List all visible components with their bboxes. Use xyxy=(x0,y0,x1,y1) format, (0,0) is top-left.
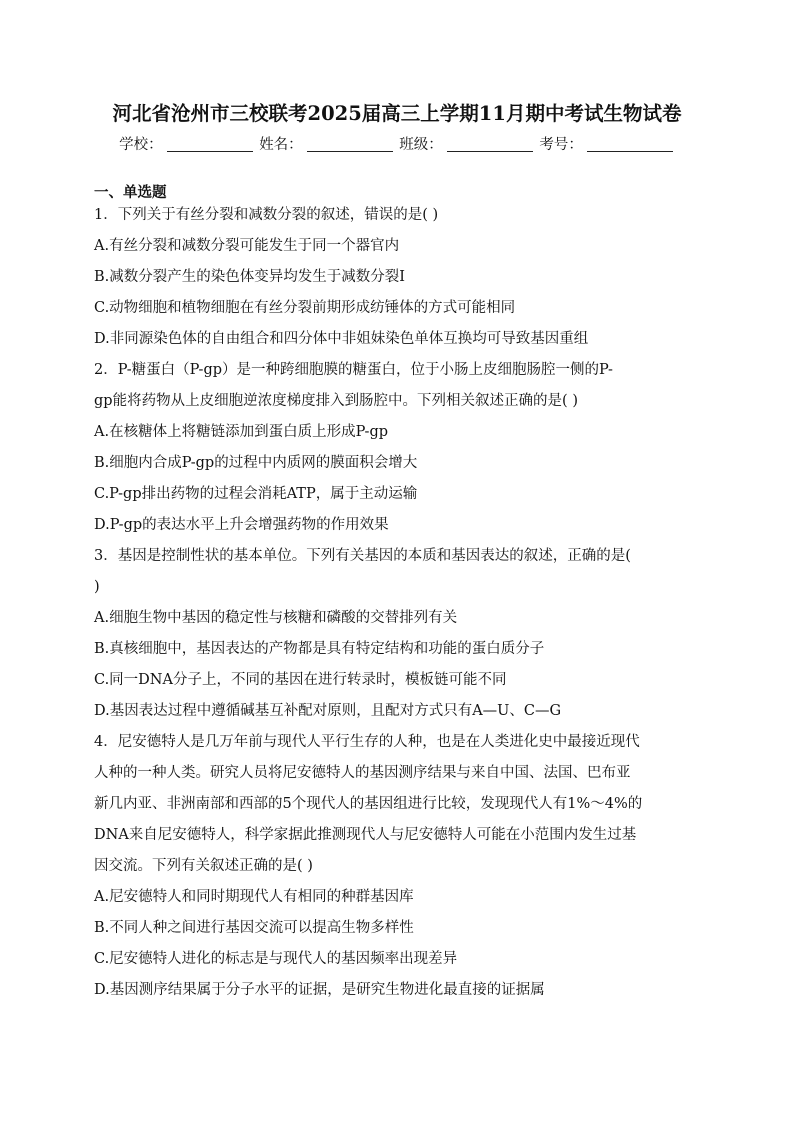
question-stem-line: DNA来自尼安德特人，科学家据此推测现代人与尼安德特人可能在小范围内发生过基 xyxy=(94,827,637,843)
question-2 xyxy=(94,355,704,541)
option-d: D.P-gp的表达水平上升会增强药物的作用效果 xyxy=(94,517,389,533)
name-label: 姓名： xyxy=(259,137,303,153)
exam-title: 河北省沧州市三校联考2025届高三上学期11月期中考试生物试卷 xyxy=(112,102,682,125)
option-a: A.尼安德特人和同时期现代人有相同的种群基因库 xyxy=(94,889,414,905)
section-title: 一、单选题 xyxy=(94,184,167,201)
option-b: B.减数分裂产生的染色体变异均发生于减数分裂Ⅰ xyxy=(94,269,405,285)
option-c: C.动物细胞和植物细胞在有丝分裂前期形成纺锤体的方式可能相同 xyxy=(94,300,516,316)
question-stem-line: 人种的一种人类。研究人员将尼安德特人的基因测序结果与来自中国、法国、巴布亚 xyxy=(94,765,631,781)
option-b: B.真核细胞中，基因表达的产物都是具有特定结构和功能的蛋白质分子 xyxy=(94,641,545,657)
school-blank[interactable] xyxy=(167,137,253,152)
option-d: D.基因表达过程中遵循碱基互补配对原则，且配对方式只有A—U、C—G xyxy=(94,703,562,719)
class-label: 班级： xyxy=(399,137,443,153)
question-stem-line: ) xyxy=(94,579,100,595)
question-stem-line: 1．下列关于有丝分裂和减数分裂的叙述，错误的是( ) xyxy=(94,207,439,223)
question-stem-line: 4．尼安德特人是几万年前与现代人平行生存的人种，也是在人类进化史中最接近现代 xyxy=(94,734,640,750)
question-stem-line: 3．基因是控制性状的基本单位。下列有关基因的本质和基因表达的叙述，正确的是( xyxy=(94,548,631,564)
option-a: A.有丝分裂和减数分裂可能发生于同一个器官内 xyxy=(94,238,400,254)
option-a: A.细胞生物中基因的稳定性与核糖和磷酸的交替排列有关 xyxy=(94,610,458,626)
question-3 xyxy=(94,541,704,727)
student-info-line xyxy=(0,133,794,154)
name-blank[interactable] xyxy=(307,137,393,152)
id-label: 考号： xyxy=(539,137,583,153)
question-stem-line: 2．P-糖蛋白（P-gp）是一种跨细胞膜的糖蛋白，位于小肠上皮细胞肠腔一侧的P- xyxy=(94,362,613,378)
school-label: 学校： xyxy=(119,137,163,153)
option-c: C.尼安德特人进化的标志是与现代人的基因频率出现差异 xyxy=(94,951,458,967)
id-blank[interactable] xyxy=(587,137,673,152)
question-1 xyxy=(94,200,704,355)
option-b: B.细胞内合成P-gp的过程中内质网的膜面积会增大 xyxy=(94,455,418,471)
question-stem-line: gp能将药物从上皮细胞逆浓度梯度排入到肠腔中。下列相关叙述正确的是( ) xyxy=(94,393,578,409)
question-stem-line: 新几内亚、非洲南部和西部的5个现代人的基因组进行比较，发现现代人有1%～4%的 xyxy=(94,796,643,812)
option-d: D.基因测序结果属于分子水平的证据，是研究生物进化最直接的证据属 xyxy=(94,982,545,998)
option-d: D.非同源染色体的自由组合和四分体中非姐妹染色单体互换均可导致基因重组 xyxy=(94,331,589,347)
option-a: A.在核糖体上将糖链添加到蛋白质上形成P-gp xyxy=(94,424,389,440)
question-stem-line: 因交流。下列有关叙述正确的是( ) xyxy=(94,858,313,874)
option-c: C.P-gp排出药物的过程会消耗ATP，属于主动运输 xyxy=(94,486,418,502)
option-c: C.同一DNA分子上，不同的基因在进行转录时，模板链可能不同 xyxy=(94,672,507,688)
class-blank[interactable] xyxy=(447,137,533,152)
option-b: B.不同人种之间进行基因交流可以提高生物多样性 xyxy=(94,920,414,936)
question-4 xyxy=(94,727,704,1006)
